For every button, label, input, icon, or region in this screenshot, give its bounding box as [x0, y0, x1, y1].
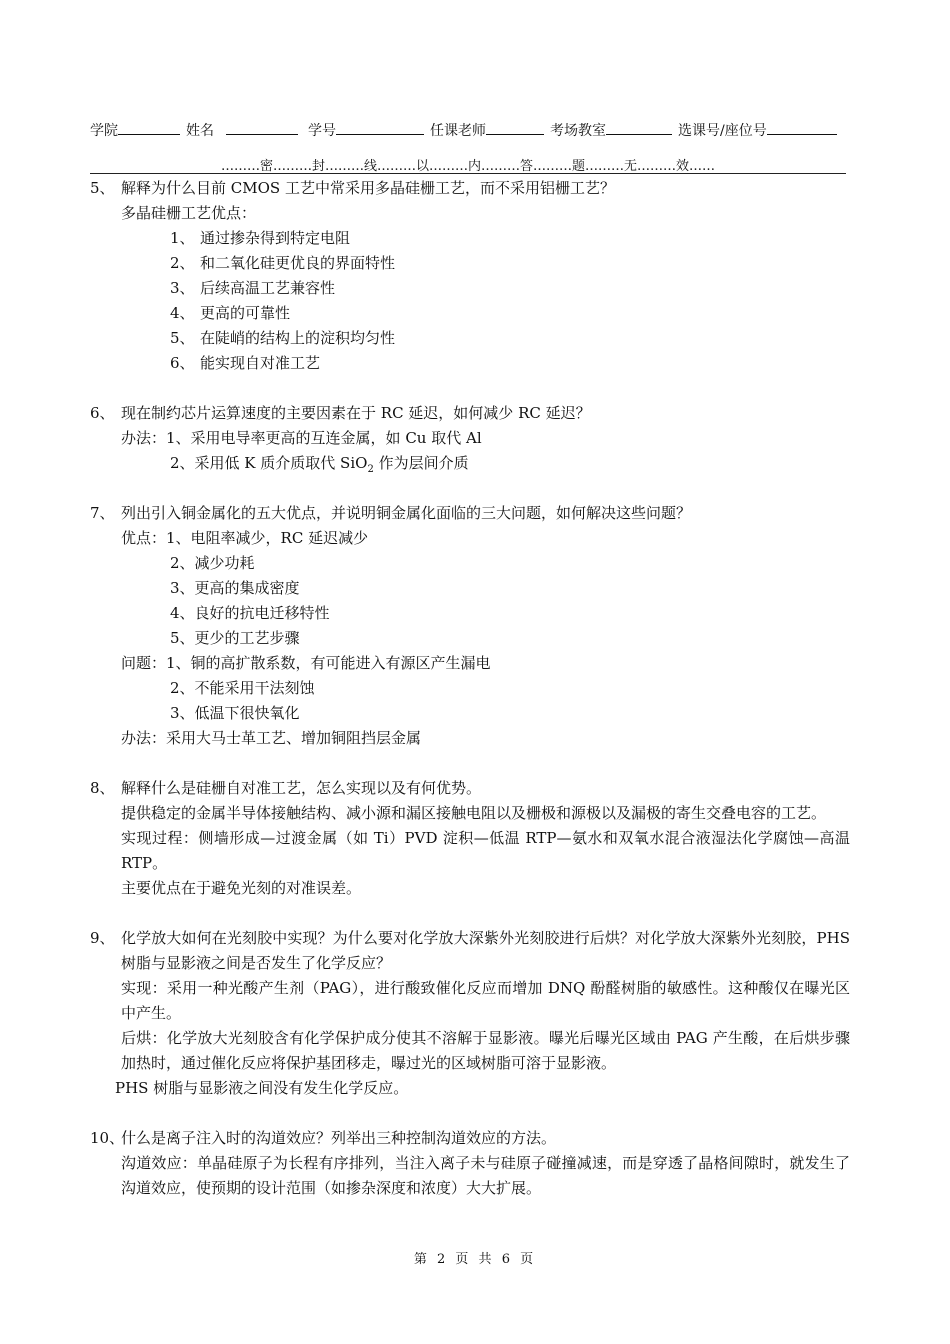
- q7-solution: 办法：采用大马士革工艺、增加铜阻挡层金属: [121, 729, 422, 747]
- q6-answer-line2: 2、采用低 K 质介质取代 SiO$_2$ 作为层间介质: [170, 454, 469, 475]
- list-item: 3、低温下很快氧化: [170, 704, 300, 722]
- q8-paragraph: 主要优点在于避免光刻的对准误差。: [121, 879, 362, 897]
- list-item: 3、更高的集成密度: [170, 579, 300, 597]
- q10-paragraph: 沟道效应：单晶硅原子为长程有序排列，当注入离子未与硅原子碰撞减速，而是穿透了晶格间隙时，就发生了沟道效应，使预期的设计范围（如掺杂深度和浓度）大大扩展。: [121, 1154, 850, 1197]
- list-item: 3、 后续高温工艺兼容性: [170, 279, 336, 297]
- q9-number: 9、: [90, 929, 115, 947]
- name-blank[interactable]: [226, 120, 298, 135]
- list-item: 2、减少功耗: [170, 554, 255, 572]
- q7-problems: 问题： 1、铜的高扩散系数，有可能进入有源区产生漏电: [121, 654, 491, 672]
- question-9: [90, 926, 850, 1101]
- q9-paragraph: PHS 树脂与显影液之间没有发生化学反应。: [115, 1079, 409, 1097]
- list-item: 4、良好的抗电迁移特性: [170, 604, 330, 622]
- q9-paragraph: 实现：采用一种光酸产生剂（PAG），进行酸致催化反应而增加 DNQ 酚醛树脂的敏感性。这种酸仅在曝光区中产生。: [121, 979, 850, 1022]
- teacher-blank[interactable]: [486, 120, 544, 135]
- q6-title: 现在制约芯片运算速度的主要因素在于 RC 延迟，如何减少 RC 延迟？: [121, 404, 591, 422]
- college-blank[interactable]: [118, 120, 180, 135]
- q6-number: 6、: [90, 404, 115, 422]
- student-id-blank[interactable]: [336, 120, 424, 135]
- q8-paragraph: 提供稳定的金属半导体接触结构、减小源和漏区接触电阻以及栅极和源极以及漏极的寄生交叠电容的工艺。: [121, 804, 827, 822]
- seat-label: 选课号/座位号: [678, 123, 767, 139]
- page-number: 第 2 页 共 6 页: [413, 1252, 537, 1267]
- q9-paragraph: 后烘：化学放大光刻胶含有化学保护成分使其不溶解于显影液。曝光后曝光区域由 PAG 产生酸，在后烘步骤加热时，通过催化反应将保护基团移走，曝过光的区域树脂可溶于显影液。: [121, 1029, 850, 1072]
- q10-title: 什么是离子注入时的沟道效应？列举出三种控制沟道效应的方法。: [121, 1129, 557, 1147]
- question-8: [90, 776, 850, 901]
- college-label: 学院: [90, 123, 118, 139]
- question-5: [90, 176, 850, 376]
- q8-paragraph: 实现过程：侧墙形成—过渡金属（如 Ti）PVD 淀积—低温 RTP—氨水和双氧水混合液湿法化学腐蚀—高温 RTP。: [121, 829, 850, 872]
- q8-number: 8、: [90, 779, 115, 797]
- question-10: [90, 1126, 850, 1201]
- name-label: 姓名: [186, 123, 214, 139]
- q5-number: 5、: [90, 179, 115, 197]
- teacher-label: 任课老师: [430, 123, 486, 139]
- seat-blank[interactable]: [767, 120, 837, 135]
- q5-title: 解释为什么目前 CMOS 工艺中常采用多晶硅栅工艺，而不采用铝栅工艺？: [121, 179, 615, 197]
- list-item: 6、 能实现自对准工艺: [170, 354, 321, 372]
- q5-subtitle: 多晶硅栅工艺优点：: [121, 204, 257, 222]
- list-item: 5、 在陡峭的结构上的淀积均匀性: [170, 329, 396, 347]
- question-7: [90, 501, 850, 751]
- seal-line: ………密………封………线………以………内………答………题………无………效……: [221, 159, 715, 174]
- questions: [90, 176, 850, 1201]
- student-id-label: 学号: [308, 123, 336, 139]
- list-item: 4、 更高的可靠性: [170, 304, 291, 322]
- question-6: [90, 401, 850, 476]
- q9-title: 化学放大如何在光刻胶中实现？为什么要对化学放大深紫外光刻胶进行后烘？对化学放大深紫外光刻胶，PHS 树脂与显影液之间是否发生了化学反应？: [121, 929, 850, 972]
- list-item: 2、 和二氧化硅更优良的界面特性: [170, 254, 396, 272]
- q6-answer: 办法： 1、采用电导率更高的互连金属，如 Cu 取代 Al: [121, 429, 482, 447]
- room-label: 考场教室: [550, 123, 606, 139]
- room-blank[interactable]: [606, 120, 672, 135]
- q7-title: 列出引入铜金属化的五大优点，并说明铜金属化面临的三大问题，如何解决这些问题？: [121, 504, 692, 522]
- seal-rule: [90, 173, 846, 174]
- q8-title: 解释什么是硅栅自对准工艺，怎么实现以及有何优势。: [121, 779, 482, 797]
- list-item: 2、不能采用干法刻蚀: [170, 679, 315, 697]
- list-item: 5、更少的工艺步骤: [170, 629, 300, 647]
- q10-number: 10、: [90, 1129, 125, 1147]
- q7-advantages: 优点： 1、电阻率减少，RC 延迟减少: [121, 529, 369, 547]
- q7-number: 7、: [90, 504, 115, 522]
- student-info-header: [90, 120, 850, 142]
- list-item: 1、 通过掺杂得到特定电阻: [170, 229, 351, 247]
